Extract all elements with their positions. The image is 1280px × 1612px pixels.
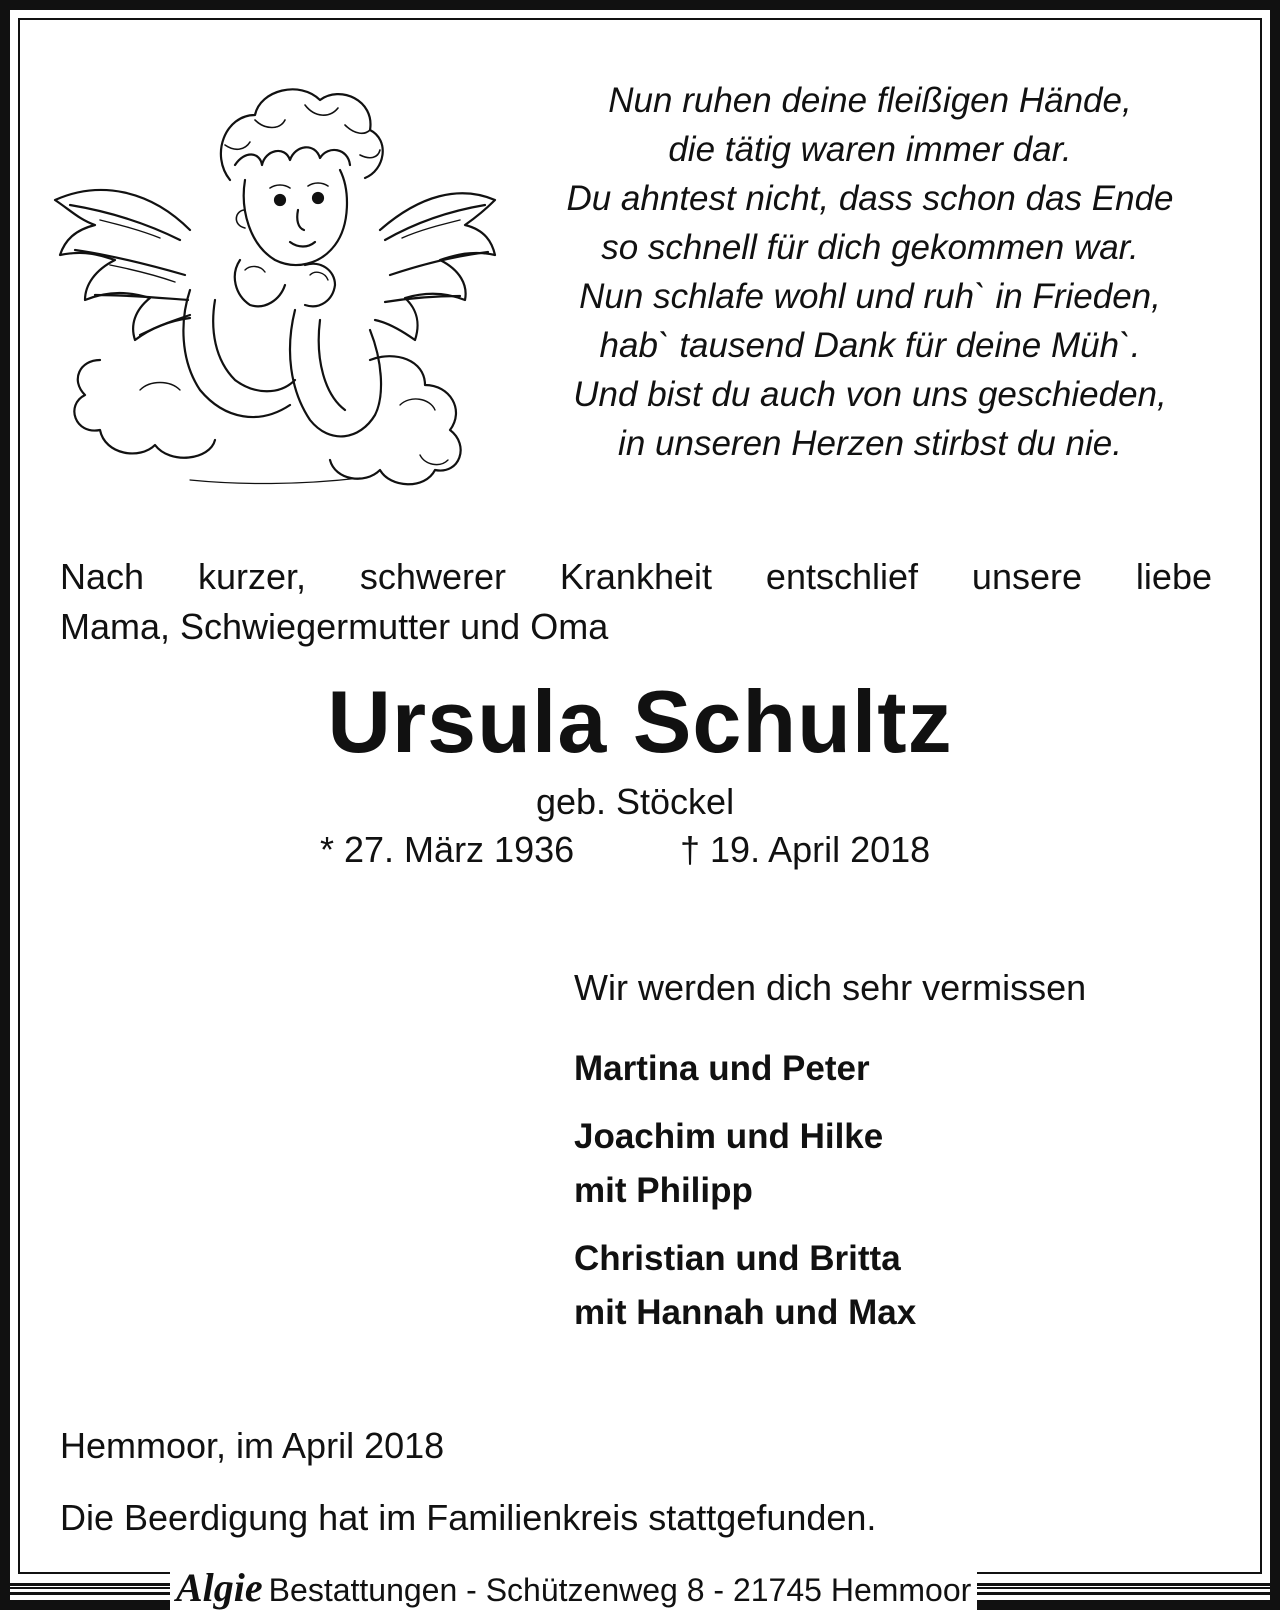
mourners-list (574, 1042, 916, 1354)
poem-line: hab` tausend Dank für deine Müh`. (599, 326, 1141, 365)
mourner-line: Martina und Peter (574, 1049, 870, 1088)
mourner-line: mit Philipp (574, 1171, 753, 1210)
cherub-angel-icon (40, 60, 510, 490)
poem-line: die tätig waren immer dar. (668, 130, 1072, 169)
maiden-name: geb. Stöckel (535, 781, 735, 822)
mourner-line: Christian und Britta (574, 1239, 901, 1278)
mourner-group (574, 1232, 916, 1340)
poem-line: Du ahntest nicht, dass schon das Ende (566, 179, 1174, 218)
poem (500, 76, 1240, 468)
poem-line: Und bist du auch von uns geschieden, (573, 375, 1167, 414)
birth-date: * 27. März 1936 (320, 829, 575, 870)
funeral-home-logo: Algie (176, 1565, 263, 1610)
burial-note: Die Beerdigung hat im Familienkreis stattgefunden. (60, 1497, 877, 1538)
poem-line: Nun schlafe wohl und ruh` in Frieden, (579, 277, 1161, 316)
mourners-intro: Wir werden dich sehr vermissen (574, 967, 1087, 1008)
deceased-name: Ursula Schultz (327, 672, 953, 771)
mourner-line: mit Hannah und Max (574, 1293, 917, 1332)
intro-line: Mama, Schwiegermutter und Oma (60, 606, 609, 647)
death-date: † 19. April 2018 (680, 829, 931, 870)
poem-line: in unseren Herzen stirbst du nie. (618, 424, 1122, 463)
mourner-group (574, 1110, 916, 1218)
intro-line: Nach kurzer, schwerer Krankheit entschlief unsere liebe (60, 556, 1212, 597)
funeral-home-address: Bestattungen - Schützenweg 8 - 21745 Hemmoor (268, 1572, 972, 1608)
mourner-line: Joachim und Hilke (574, 1117, 884, 1156)
funeral-home-footer (0, 1566, 1280, 1610)
funeral-home-label (170, 1566, 977, 1610)
death-announcement-intro (60, 552, 1212, 652)
poem-line: Nun ruhen deine fleißigen Hände, (608, 81, 1132, 120)
place-date: Hemmoor, im April 2018 (60, 1425, 445, 1466)
poem-line: so schnell für dich gekommen war. (601, 228, 1139, 267)
mourner-group (574, 1042, 916, 1096)
